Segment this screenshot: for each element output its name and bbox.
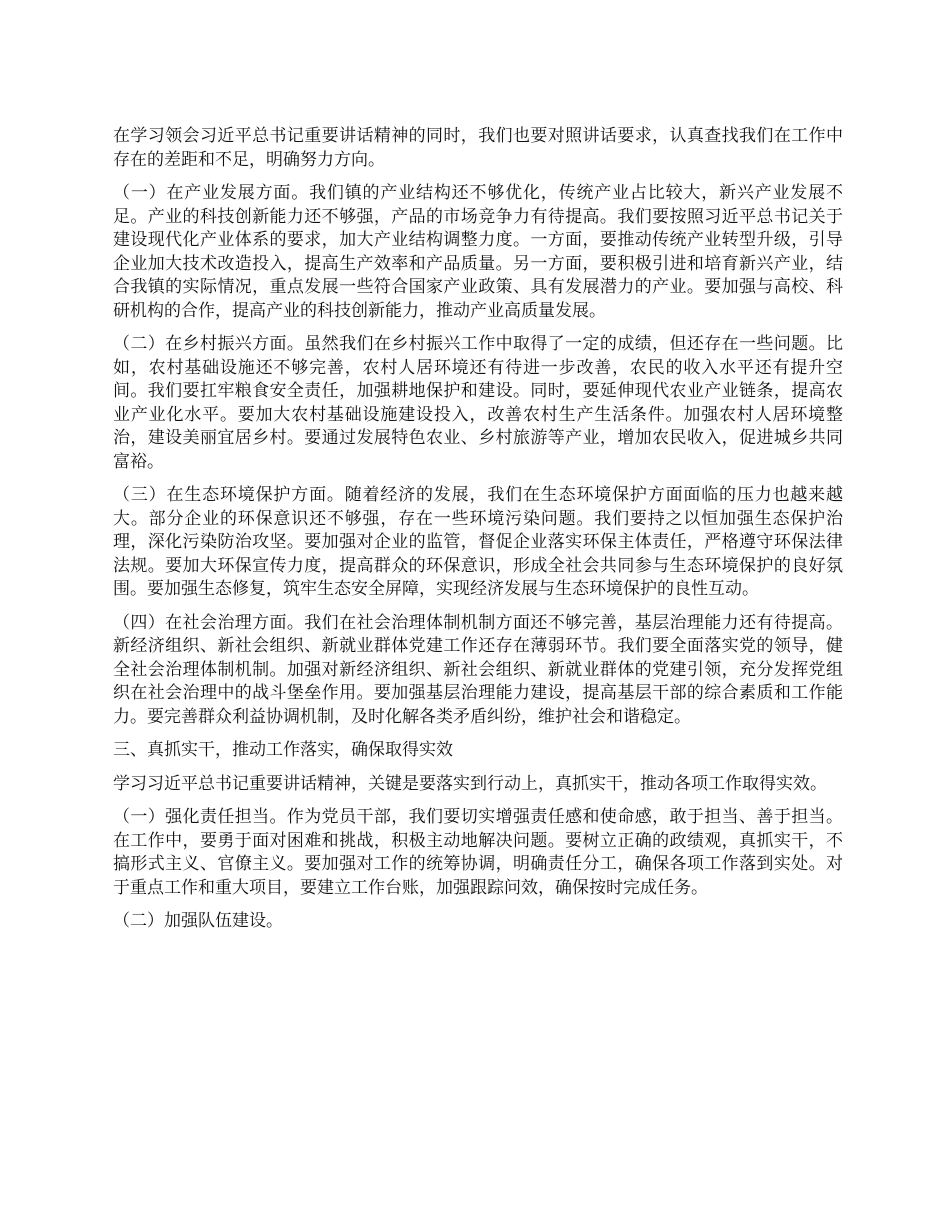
paragraph-reflection-intro: 在学习领会习近平总书记重要讲话精神的同时，我们也要对照讲话要求，认真查找我们在工作中存在的差距和不足，明确努力方向。 <box>113 126 843 170</box>
paragraph-rural-revitalization: （二）在乡村振兴方面。虽然我们在乡村振兴工作中取得了一定的成绩，但还存在一些问题。比如，农村基础设施还不够完善，农村人居环境还有待进一步改善，农民的收入水平还有提升空间。我们要扛牢粮食安全责任，加强耕地保护和建设。同时，要延伸现代农业产业链条，提高农业产业化水平。要加大农村基础设施建设投入，改善农村生产生活条件。加强农村人居环境整治，建设美丽宜居乡村。要通过发展特色农业、乡村旅游等产业，增加农民收入，促进城乡共同富裕。 <box>113 334 843 472</box>
section-heading-3: 三、真抓实干，推动工作落实，确保取得实效 <box>113 740 453 760</box>
paragraph-industry: （一）在产业发展方面。我们镇的产业结构还不够优化，传统产业占比较大，新兴产业发展不足。产业的科技创新能力还不够强，产品的市场竞争力有待提高。我们要按照习近平总书记关于建设现代化产业体系的要求，加大产业结构调整力度。一方面，要推动传统产业转型升级，引导企业加大技术改造投入，提高生产效率和产品质量。另一方面，要积极引进和培育新兴产业，结合我镇的实际情况，重点发展一些符合国家产业政策、具有发展潜力的产业。要加强与高校、科研机构的合作，提高产业的科技创新能力，推动产业高质量发展。 <box>113 183 843 321</box>
document-body <box>113 125 843 944</box>
paragraph-ecology: （三）在生态环境保护方面。随着经济的发展，我们在生态环境保护方面面临的压力也越来越大。部分企业的环保意识还不够强，存在一些环境污染问题。我们要持之以恒加强生态保护治理，深化污染防治攻坚。要加强对企业的监管，督促企业落实环保主体责任，严格遵守环保法律法规。要加大环保宣传力度，提高群众的环保意识，形成全社会共同参与生态环境保护的良好氛围。要加强生态修复，筑牢生态安全屏障，实现经济发展与生态环境保护的良性互动。 <box>113 485 843 599</box>
paragraph-responsibility: （一）强化责任担当。作为党员干部，我们要切实增强责任感和使命感，敢于担当、善于担当。在工作中，要勇于面对困难和挑战，积极主动地解决问题。要树立正确的政绩观，真抓实干，不搞形式主义、官僚主义。要加强对工作的统筹协调，明确责任分工，确保各项工作落到实处。对于重点工作和重大项目，要建立工作台账，加强跟踪问效，确保按时完成任务。 <box>113 807 843 898</box>
paragraph-team-building: （二）加强队伍建设。 <box>113 911 283 931</box>
paragraph-section-3-intro: 学习习近平总书记重要讲话精神，关键是要落实到行动上，真抓实干，推动各项工作取得实效。 <box>113 773 827 794</box>
paragraph-social-governance: （四）在社会治理方面。我们在社会治理体制机制方面还不够完善，基层治理能力还有待提高。新经济组织、新社会组织、新就业群体党建工作还存在薄弱环节。我们要全面落实党的领导，健全社会治理体制机制。加强对新经济组织、新社会组织、新就业群体的党建引领，充分发挥党组织在社会治理中的战斗堡垒作用。要加强基层治理能力建设，提高基层干部的综合素质和工作能力。要完善群众利益协调机制，及时化解各类矛盾纠纷，维护社会和谐稳定。 <box>113 612 843 727</box>
